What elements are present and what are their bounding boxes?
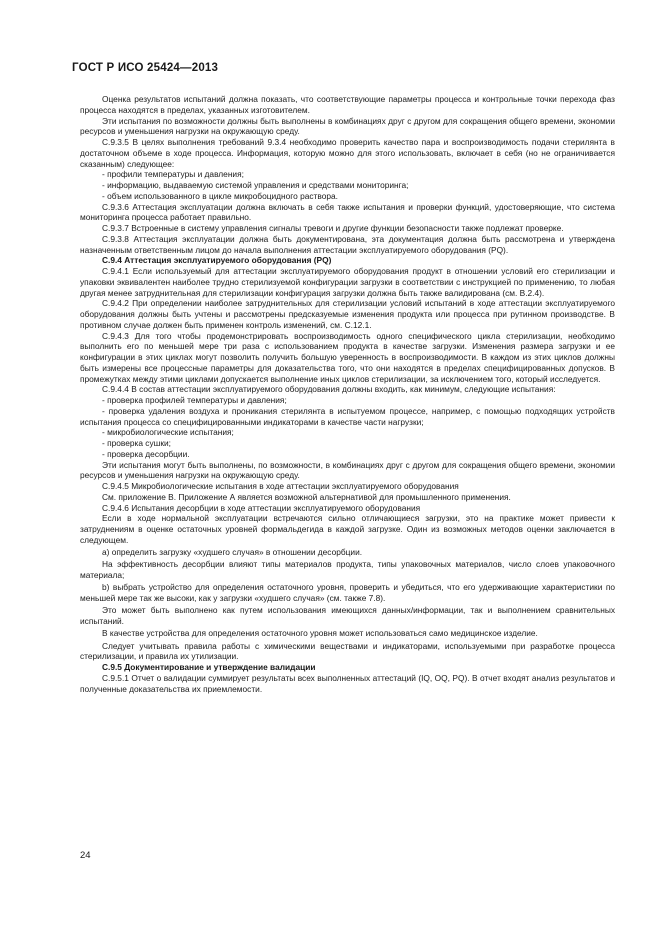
- paragraph: С.9.5.1 Отчет о валидации суммирует результаты всех выполненных аттестаций (IQ, OQ, PQ). В отчет входят анализ результатов и полученные доказательства их приемлемости.: [80, 672, 615, 694]
- document-body: [80, 94, 615, 694]
- paragraph: Если в ходе нормальной эксплуатации встречаются сильно отличающиеся загрузки, это на практике может привести к затруднениям в оценке остаточных уровней формальдегида в каждой загрузке. Один из возможных методов оценки заключается в следующем.: [80, 513, 615, 545]
- paragraph: С.9.3.7 Встроенные в систему управления сигналы тревоги и другие функции безопасности также подлежат проверке.: [102, 223, 564, 233]
- paragraph: На эффективность десорбции влияют типы материалов продукта, типы упаковочных материалов, число слоев упаковочного материала;: [80, 559, 615, 580]
- list-item: - проверка удаления воздуха и проникания стерилянта в испытуемом процессе, например, с помощью подходящих устройств испытания процесса со специфицированными индикаторами в качестве части нагрузки;: [80, 405, 615, 427]
- list-item: - микробиологические испытания;: [102, 427, 234, 438]
- page-number: 24: [80, 850, 91, 861]
- list-item: - проверка профилей температуры и давления;: [102, 395, 287, 405]
- paragraph: См. приложение В. Приложение А является возможной альтернативой для промышленного применения.: [102, 491, 511, 502]
- paragraph: С.9.3.6 Аттестация эксплуатации должна включать в себя также испытания и проверки функций, удостоверяющие, что система мониторинга процесса работает правильно.: [80, 201, 615, 223]
- paragraph: Эти испытания по возможности должны быть выполнены в комбинациях друг с другом для сокращения общего времени, экономии ресурсов и уменьшения нагрузки на окружающую среду.: [80, 115, 615, 137]
- paragraph: Оценка результатов испытаний должна показать, что соответствующие параметры процесса и контрольные точки перехода фаз процесса находятся в пределах, указанных изготовителем.: [80, 94, 615, 115]
- paragraph: С.9.4.2 При определении наиболее затруднительных для стерилизации условий испытаний в ходе аттестации эксплуатируемого оборудования должны быть учтены и рассмотрены предсказуемые изменения продукта или процесса при рутинном производстве. В противном случае должен быть применен контроль изменений, см. С.12.1.: [80, 298, 615, 330]
- paragraph: С.9.4.6 Испытания десорбции в ходе аттестации эксплуатируемого оборудования: [102, 502, 421, 513]
- list-item: - информацию, выдаваемую системой управления и средствами мониторинга;: [102, 180, 409, 190]
- document-header: ГОСТ Р ИСО 25424—2013: [72, 62, 219, 74]
- list-item: - проверка сушки;: [102, 438, 171, 448]
- paragraph: С.9.4.4 В состав аттестации эксплуатируемого оборудования должны входить, как минимум, следующие испытания:: [102, 384, 556, 395]
- paragraph: b) выбрать устройство для определения остаточного уровня, проверить и убедиться, что его удерживающие характеристики по меньшей мере так же высоки, как у загрузки «худшего случая» (см. также 7.8).: [80, 582, 615, 603]
- paragraph: В качестве устройства для определения остаточного уровня может использоваться само медицинское изделие.: [102, 628, 538, 639]
- section-heading: [80, 662, 615, 673]
- paragraph: С.9.3.5 В целях выполнения требований 9.3.4 необходимо проверить качество пара и воспроизводимость подачи стерилянта в достаточном объеме в ходе процесса. Информация, которую можно для этого использовать, включает в себя (но не ограничивается сказанным) следующее:: [80, 137, 615, 169]
- list-item: - проверка десорбции.: [102, 448, 190, 459]
- section-heading-text: С.9.4 Аттестация эксплуатируемого оборудования (PQ): [102, 255, 332, 266]
- paragraph: С.9.4.1 Если используемый для аттестации эксплуатируемого оборудования продукт в отношении условий его стерилизации и упаковки эквивалентен наиболее трудно стерилизуемой конфигурации загрузки в соответствии с инструкцией по применению, то любая другая менее затруднительная для стерилизации конфигурация загрузки должна быть также валидирована (см. В.2.4).: [80, 266, 615, 298]
- list-item: - объем использованного в цикле микробоцидного раствора.: [102, 190, 338, 201]
- section-heading: [80, 255, 615, 266]
- list-item: - профили температуры и давления;: [102, 169, 244, 180]
- paragraph: С.9.4.5 Микробиологические испытания в ходе аттестации эксплуатируемого оборудования: [102, 481, 459, 491]
- section-heading-text: С.9.5 Документирование и утверждение валидации: [102, 662, 316, 672]
- paragraph: a) определить загрузку «худшего случая» в отношении десорбции.: [102, 547, 363, 557]
- paragraph: Эти испытания могут быть выполнены, по возможности, в комбинациях друг с другом для сокращения общего времени, экономии ресурсов и уменьшения нагрузки на окружающую среду.: [80, 459, 615, 481]
- paragraph: Это может быть выполнено как путем использования имеющихся данных/информации, так и выполнением сравнительных испытаний.: [80, 605, 615, 626]
- paragraph: С.9.3.8 Аттестация эксплуатации должна быть документирована, эта документация должна быть рассмотрена и утверждена назначенным ответственным лицом до начала выполнения аттестации эксплуатируемого оборудования (PQ).: [80, 233, 615, 255]
- paragraph: С.9.4.3 Для того чтобы продемонстрировать воспроизводимость одного специфического цикла стерилизации, необходимо выполнить его по меньшей мере три раза с использованием продукта в качестве загрузки. Изменения размера загрузки и ее конфигурации в этих циклах могут позволить получить большую уверенность в воспроизводимости. В каждом из этих циклов должны быть измерены все процессные параметры для доказательства того, что они находятся в пределах специфицированных допусков. В промежутках между этими циклами допускается выполнение иных циклов стерилизации, за исключением того, который исследуется.: [80, 330, 615, 384]
- paragraph: Следует учитывать правила работы с химическими веществами и индикаторами, используемыми при разработке процесса стерилизации, и правила их утилизации.: [80, 640, 615, 662]
